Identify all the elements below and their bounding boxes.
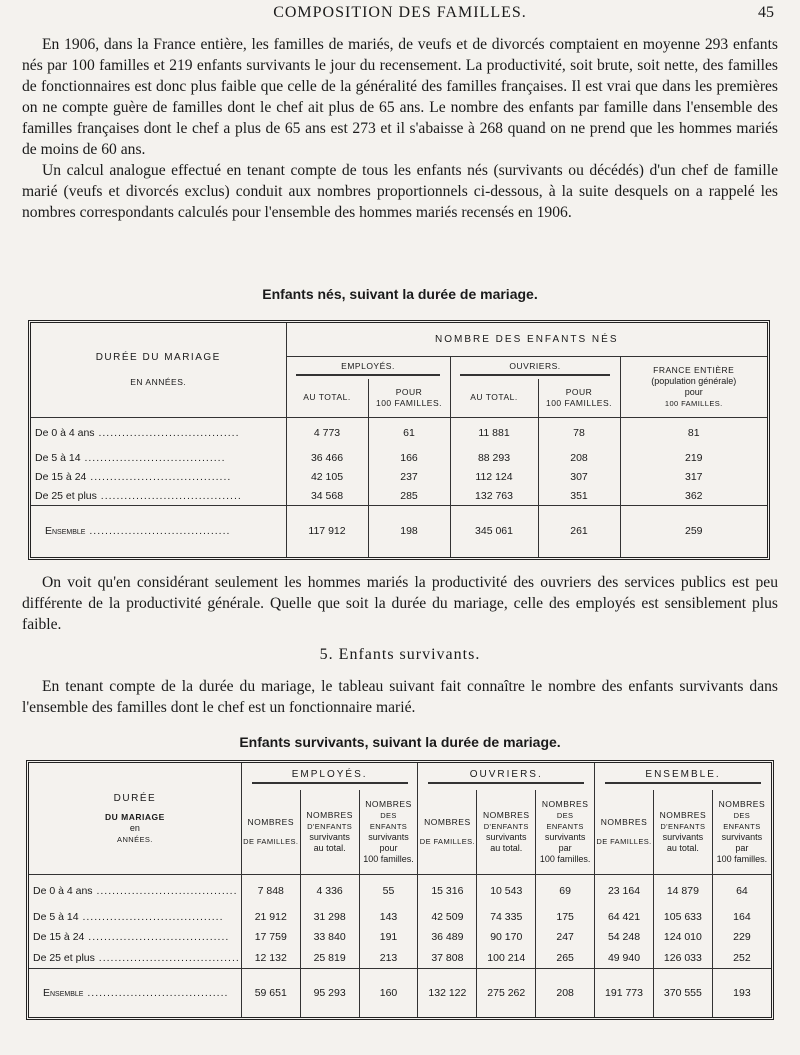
table-cell: 64 421 — [595, 906, 654, 927]
row-label: De 25 et plus ..... — [29, 948, 241, 969]
row-label: De 15 à 24 ..... — [29, 927, 241, 948]
table-cell: 208 — [536, 968, 595, 1017]
table-cell: 275 262 — [477, 968, 536, 1017]
table-cell: 42 509 — [418, 906, 477, 927]
table-cell: 31 298 — [300, 906, 359, 927]
table-total-row — [31, 505, 767, 557]
table-cell: 55 — [359, 875, 418, 907]
page-number: 45 — [758, 4, 774, 21]
t2-ouv-par-header: NOMBRES DES ENFANTS survivants par 100 familles. — [536, 790, 595, 875]
table-row — [31, 467, 767, 486]
table-cell: 237 — [368, 467, 450, 486]
table-cell: 42 105 — [286, 467, 368, 486]
table-cell: 261 — [538, 505, 620, 557]
table-cell: 21 912 — [241, 906, 300, 927]
table1 — [28, 320, 770, 560]
row-label: De 25 et plus ..... — [31, 486, 286, 505]
table-cell: 191 773 — [595, 968, 654, 1017]
table-cell: 100 214 — [477, 948, 536, 969]
table-cell: 23 164 — [595, 875, 654, 907]
table-cell: 317 — [620, 467, 767, 486]
table-cell: 36 466 — [286, 448, 368, 467]
table-cell: 17 759 — [241, 927, 300, 948]
table-cell: 33 840 — [300, 927, 359, 948]
t2-emp-pour-header: NOMBRES DES ENFANTS survivants pour 100 familles. — [359, 790, 418, 875]
table-cell: 64 — [712, 875, 771, 907]
table-row — [31, 448, 767, 467]
table-cell: 95 293 — [300, 968, 359, 1017]
row-label: De 5 à 14 ..... — [29, 906, 241, 927]
table-cell: 307 — [538, 467, 620, 486]
table-row — [31, 417, 767, 448]
row-label: De 0 à 4 ans ..... — [31, 417, 286, 448]
table-cell: 198 — [368, 505, 450, 557]
table-cell: 213 — [359, 948, 418, 969]
t2-duree-header: DURÉE DU MARIAGE en ANNÉES. — [29, 763, 241, 875]
table-cell: 37 808 — [418, 948, 477, 969]
table-cell: 126 033 — [653, 948, 712, 969]
paragraph-4: En tenant compte de la durée du mariage, le tableau suivant fait connaître le nombre des enfants survivants dans l'ensemble des familles dont le chef est un fonctionnaire marié. — [22, 678, 778, 716]
row-label: Ensemble ..... — [29, 968, 241, 1017]
table-cell: 105 633 — [653, 906, 712, 927]
table-cell: 285 — [368, 486, 450, 505]
table-cell: 117 912 — [286, 505, 368, 557]
paragraph-3: On voit qu'en considérant seulement les hommes mariés la productivité des ouvriers des services publics est peu différente de la productivité générale. Quelle que soit la durée du mariage, celle des employés est sensiblement plus faible. — [22, 574, 778, 633]
paragraph-2: Un calcul analogue effectué en tenant compte de tous les enfants nés (survivants ou décédés) d'un chef de famille marié (veufs et divorcés exclus) conduit aux nombres proportionnels ci-dessous, à la suite desquels on a rappelé les nombres correspondants calculés pour l'ensemble des hommes mariés recensés en 1906. — [22, 162, 778, 221]
table-cell: 370 555 — [653, 968, 712, 1017]
row-label: Ensemble ..... — [31, 505, 286, 557]
section-heading: 5. Enfants survivants. — [319, 646, 481, 663]
t1-ouv-pour-header: POUR 100 FAMILLES. — [538, 379, 620, 417]
table1-title: Enfants nés, suivant la durée de mariage. — [262, 286, 538, 302]
table-cell: 90 170 — [477, 927, 536, 948]
t2-ens-familles-header: NOMBRES DE FAMILLES. — [595, 790, 654, 875]
t1-nombre-header: NOMBRE DES ENFANTS NÉS — [286, 323, 767, 357]
table-cell: 191 — [359, 927, 418, 948]
t2-ens-par-header: NOMBRES DES ENFANTS survivants par 100 familles. — [712, 790, 771, 875]
t1-ouvriers-header: OUVRIERS. — [450, 357, 620, 379]
table-cell: 265 — [536, 948, 595, 969]
t2-ouv-familles-header: NOMBRES DE FAMILLES. — [418, 790, 477, 875]
t2-ens-enfants-header: NOMBRES D'ENFANTS survivants au total. — [653, 790, 712, 875]
row-label: De 15 à 24 ..... — [31, 467, 286, 486]
table-cell: 15 316 — [418, 875, 477, 907]
table-cell: 160 — [359, 968, 418, 1017]
t2-body — [29, 875, 771, 1017]
paragraph-1: En 1906, dans la France entière, les familles de mariés, de veufs et de divorcés comptaient en moyenne 293 enfants nés par 100 familles et 219 enfants survivants le jour du recensement. La productivité, soit brute, soit nette, des familles de fonctionnaires est donc plus faible que celle de la généralité des familles françaises. Il est vrai que dans les premières on ne compte guère de familles dont le chef ait plus de 65 ans. Le nombre des enfants par famille dans l'ensemble des familles françaises dont le chef a plus de 65 ans est 273 et il s'abaisse à 268 quand on ne prend que les hommes mariés de moins de 60 ans. — [22, 36, 778, 158]
table-cell: 10 543 — [477, 875, 536, 907]
table-cell: 166 — [368, 448, 450, 467]
row-label: De 5 à 14 ..... — [31, 448, 286, 467]
table-cell: 229 — [712, 927, 771, 948]
t2-emp-enfants-header: NOMBRES D'ENFANTS survivants au total. — [300, 790, 359, 875]
table-cell: 132 763 — [450, 486, 538, 505]
t1-ouv-total-header: AU TOTAL. — [450, 379, 538, 417]
table-cell: 49 940 — [595, 948, 654, 969]
table-cell: 88 293 — [450, 448, 538, 467]
table-cell: 74 335 — [477, 906, 536, 927]
table-cell: 208 — [538, 448, 620, 467]
t1-france-header: FRANCE ENTIÈRE (population générale) pour 100 FAMILLES. — [620, 357, 767, 417]
t2-employes-header: EMPLOYÉS. — [241, 763, 418, 790]
table-cell: 4 336 — [300, 875, 359, 907]
t1-emp-pour-header: POUR 100 FAMILLES. — [368, 379, 450, 417]
table-cell: 69 — [536, 875, 595, 907]
table-cell: 7 848 — [241, 875, 300, 907]
table-row — [29, 948, 771, 969]
table-cell: 252 — [712, 948, 771, 969]
table-total-row — [29, 968, 771, 1017]
table-cell: 124 010 — [653, 927, 712, 948]
table2-title: Enfants survivants, suivant la durée de mariage. — [239, 734, 561, 750]
table-cell: 12 132 — [241, 948, 300, 969]
table-cell: 143 — [359, 906, 418, 927]
table-cell: 11 881 — [450, 417, 538, 448]
t2-ouvriers-header: OUVRIERS. — [418, 763, 595, 790]
t2-ensemble-header: ENSEMBLE. — [595, 763, 771, 790]
t1-emp-total-header: AU TOTAL. — [286, 379, 368, 417]
table2 — [26, 760, 774, 1020]
table-cell: 54 248 — [595, 927, 654, 948]
table-cell: 78 — [538, 417, 620, 448]
table-cell: 36 489 — [418, 927, 477, 948]
table-cell: 14 879 — [653, 875, 712, 907]
table-cell: 81 — [620, 417, 767, 448]
table-row — [29, 875, 771, 907]
table-row — [29, 927, 771, 948]
table-row — [31, 486, 767, 505]
running-title: COMPOSITION DES FAMILLES. — [273, 4, 527, 21]
table-cell: 362 — [620, 486, 767, 505]
t2-ouv-enfants-header: NOMBRES D'ENFANTS survivants au total. — [477, 790, 536, 875]
table-cell: 34 568 — [286, 486, 368, 505]
table-cell: 112 124 — [450, 467, 538, 486]
table-cell: 25 819 — [300, 948, 359, 969]
table-cell: 247 — [536, 927, 595, 948]
table-cell: 164 — [712, 906, 771, 927]
t2-emp-familles-header: NOMBRES DE FAMILLES. — [241, 790, 300, 875]
table-row — [29, 906, 771, 927]
table-cell: 351 — [538, 486, 620, 505]
table-cell: 59 651 — [241, 968, 300, 1017]
table-cell: 345 061 — [450, 505, 538, 557]
t1-duree-header: DURÉE DU MARIAGE EN ANNÉES. — [31, 323, 286, 417]
table-cell: 132 122 — [418, 968, 477, 1017]
t1-body — [31, 417, 767, 557]
table-cell: 61 — [368, 417, 450, 448]
table-cell: 175 — [536, 906, 595, 927]
row-label: De 0 à 4 ans ..... — [29, 875, 241, 907]
table-cell: 193 — [712, 968, 771, 1017]
table-cell: 259 — [620, 505, 767, 557]
table-cell: 219 — [620, 448, 767, 467]
table-cell: 4 773 — [286, 417, 368, 448]
t1-employes-header: EMPLOYÉS. — [286, 357, 450, 379]
